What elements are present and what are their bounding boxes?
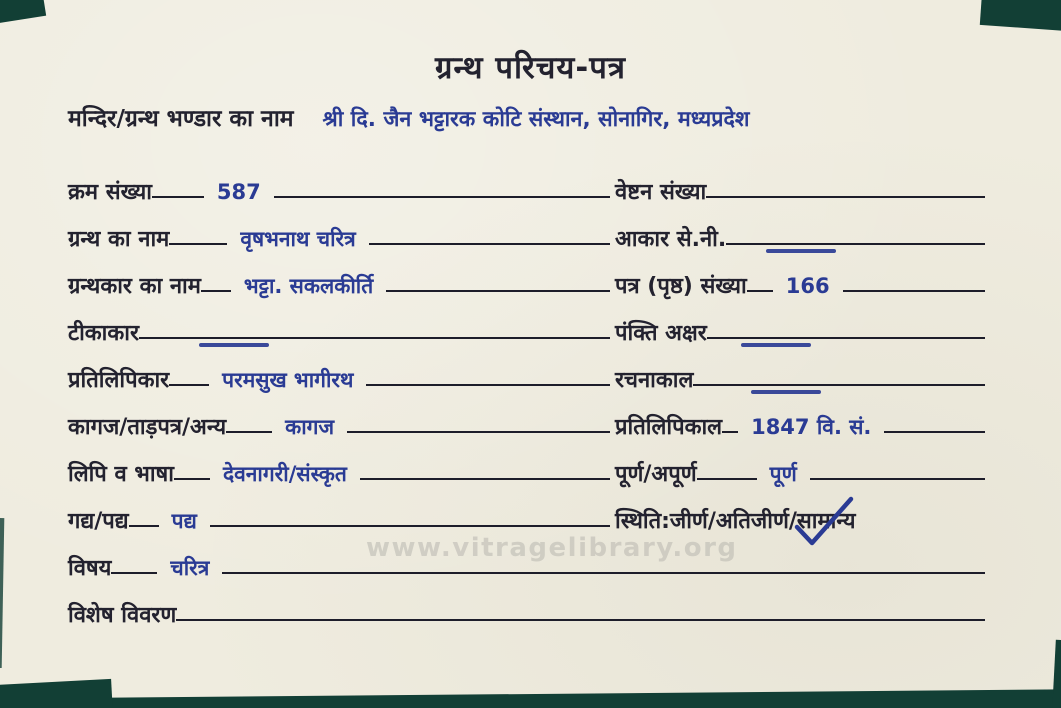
rule-line (366, 384, 610, 386)
status-checked-text: सामान्य (796, 508, 856, 534)
rule-line (176, 619, 985, 621)
field-label: विशेष विवरण (68, 602, 177, 628)
rule-line (152, 196, 204, 198)
field-row (68, 489, 985, 536)
field-value: चरित्र (170, 555, 210, 580)
field-label: प्रतिलिपिकार (68, 367, 170, 393)
rule-line (369, 243, 610, 245)
field-granthkar-naam (68, 254, 610, 301)
field-value: कागज (285, 414, 335, 439)
rule-line (226, 431, 272, 433)
field-vishesh-vivaran (68, 583, 985, 630)
field-gadya-padya (68, 489, 610, 536)
rule-line (201, 290, 231, 292)
field-label: पत्र (पृष्ठ) संख्या (615, 273, 747, 299)
field-kram-sankhya (68, 160, 610, 207)
rule-line (843, 290, 985, 292)
rule-line (210, 525, 610, 527)
field-label: प्रतिलिपिकाल (615, 414, 723, 440)
rule-line (139, 337, 610, 339)
field-veshtan-sankhya (610, 160, 985, 207)
rule-line (697, 478, 757, 480)
field-label: विषय (68, 555, 112, 581)
field-row (68, 160, 985, 207)
field-kagaj (68, 395, 610, 442)
field-pratilipikar (68, 348, 610, 395)
field-label: आकार से.नी. (615, 226, 727, 252)
field-row (68, 442, 985, 489)
status-label-prefix: स्थिति:जीर्ण/अतिजीर्ण/ (615, 508, 797, 534)
rule-line (274, 196, 610, 198)
fields-grid (68, 160, 985, 630)
rule-line (722, 431, 738, 433)
field-label: ग्रन्थकार का नाम (68, 273, 201, 299)
field-label: वेष्टन संख्या (615, 179, 707, 205)
rule-line (222, 572, 985, 574)
field-value: पद्य (171, 508, 197, 533)
scan-edge-top-left (0, 0, 46, 24)
field-label: गद्य/पद्य (68, 508, 129, 534)
field-label: पंक्ति अक्षर (615, 320, 707, 346)
field-row (68, 348, 985, 395)
watermark-text: www.vitragelibrary.org (366, 533, 738, 563)
field-value: भट्टा. सकलकीर्ति (243, 273, 374, 298)
field-label: कागज/ताड़पत्र/अन्य (68, 414, 227, 440)
repository-row (68, 106, 1031, 135)
ink-dash (751, 390, 821, 394)
field-label: क्रम संख्या (68, 179, 152, 205)
scan-edge-bottom-left (0, 679, 113, 708)
scan-edge-bottom-right (1052, 640, 1061, 708)
field-label: लिपि व भाषा (68, 461, 174, 487)
rule-line (747, 290, 773, 292)
field-label: टीकाकार (68, 320, 139, 346)
rule-line (707, 337, 985, 339)
field-value: 1847 वि. सं. (751, 414, 872, 439)
field-row (68, 207, 985, 254)
field-pankti-akshar (610, 301, 985, 348)
repository-value: श्री दि. जैन भट्टारक कोटि संस्थान, सोनागिर, मध्यप्रदेश (322, 107, 750, 132)
ink-dash (741, 343, 811, 347)
field-aakar (610, 207, 985, 254)
rule-line (884, 431, 985, 433)
field-row (68, 301, 985, 348)
field-label: रचनाकाल (615, 367, 694, 393)
field-value: 587 (216, 179, 261, 204)
field-row (68, 583, 985, 630)
status-checked-option (797, 509, 856, 536)
ink-dash (199, 343, 269, 347)
rule-line (111, 572, 157, 574)
field-granth-naam (68, 207, 610, 254)
rule-line (693, 384, 985, 386)
page-title: ग्रन्थ परिचय-पत्र (435, 50, 626, 86)
field-row (68, 254, 985, 301)
rule-line (360, 478, 610, 480)
scan-edge-left (0, 518, 4, 668)
field-pratilipikal (610, 395, 985, 442)
field-value: वृषभनाथ चरित्र (240, 226, 356, 251)
field-purn-apurn (610, 442, 985, 489)
field-value: देवनागरी/संस्कृत (222, 461, 347, 486)
rule-line (386, 290, 610, 292)
field-label: ग्रन्थ का नाम (68, 226, 170, 252)
scan-edge-bottom (0, 689, 1061, 708)
check-mark-icon (793, 495, 857, 553)
rule-line (726, 243, 985, 245)
rule-line (129, 525, 159, 527)
field-rachnakal (610, 348, 985, 395)
rule-line (706, 196, 985, 198)
field-lipi-bhasha (68, 442, 610, 489)
field-row (68, 395, 985, 442)
field-label: पूर्ण/अपूर्ण (615, 461, 697, 487)
field-patra-sankhya (610, 254, 985, 301)
field-tikakar (68, 301, 610, 348)
rule-line (174, 478, 210, 480)
field-value: 166 (785, 273, 830, 298)
rule-line (347, 431, 610, 433)
rule-line (169, 243, 227, 245)
rule-line (169, 384, 209, 386)
field-sthiti (610, 489, 985, 536)
ink-dash (766, 249, 836, 253)
rule-line (810, 478, 985, 480)
field-value: परमसुख भागीरथ (222, 367, 354, 392)
field-value: पूर्ण (769, 461, 797, 486)
repository-label: मन्दिर/ग्रन्थ भण्डार का नाम (68, 106, 294, 132)
scan-edge-top-right (980, 0, 1061, 31)
